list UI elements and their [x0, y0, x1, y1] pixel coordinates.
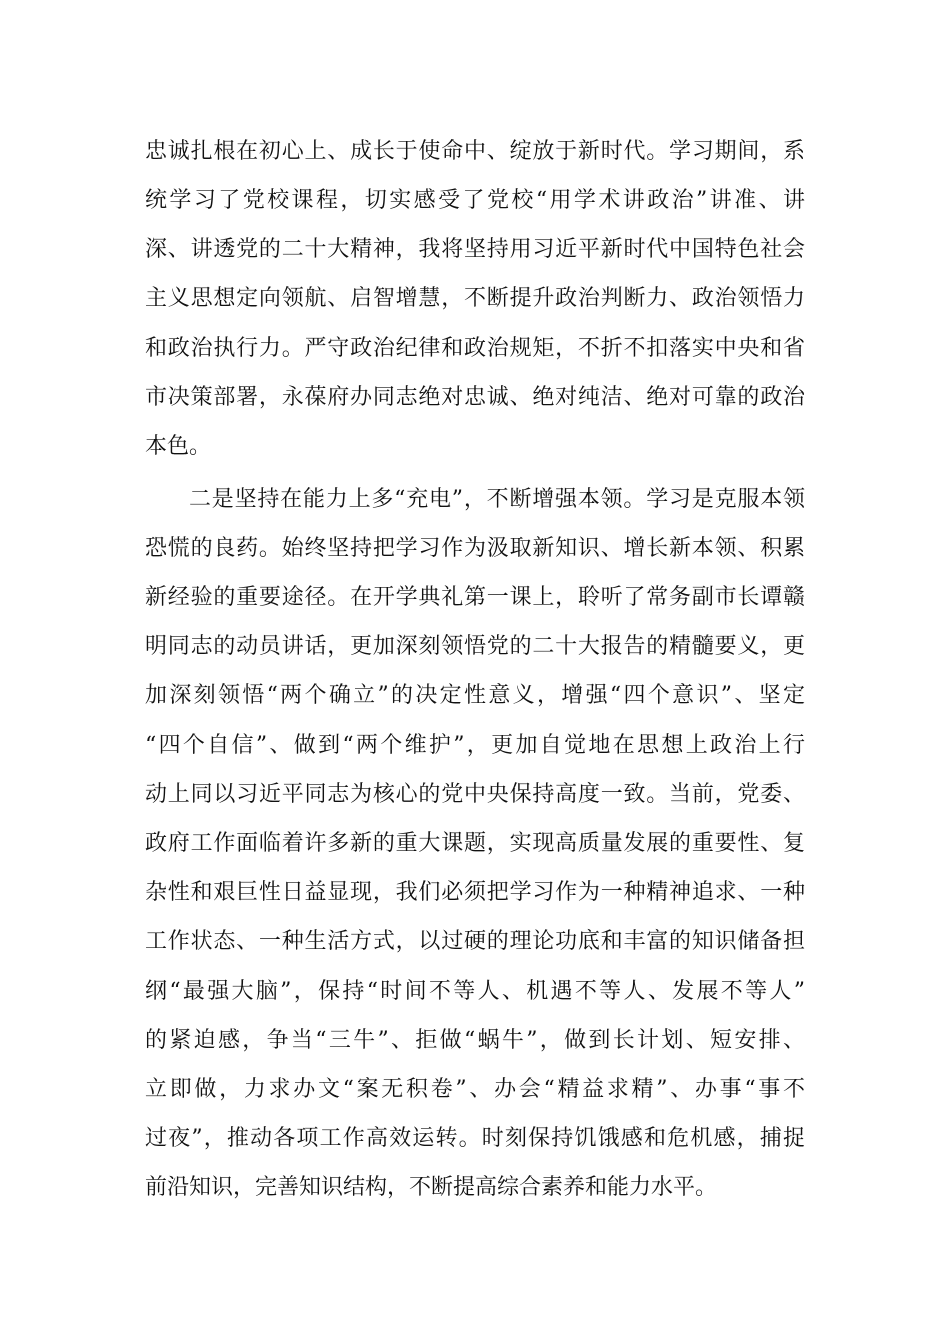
- paragraph-2-line-9: 杂性和艰巨性日益显现，我们必须把学习作为一种精神追求、一种: [145, 880, 805, 905]
- paragraph-2-line-14: 过夜”，推动各项工作高效运转。时刻保持饥饿感和危机感，捕捉: [145, 1126, 805, 1151]
- paragraph-1-line-6: 市决策部署，永葆府办同志绝对忠诚、绝对纯洁、绝对可靠的政治: [145, 385, 805, 410]
- paragraph-2-line-10: 工作状态、一种生活方式，以过硬的理论功底和丰富的知识储备担: [145, 929, 805, 954]
- paragraph-2-line-4: 明同志的动员讲话，更加深刻领悟党的二十大报告的精髓要义，更: [145, 634, 805, 659]
- paragraph-1-line-4: 主义思想定向领航、启智增慧，不断提升政治判断力、政治领悟力: [145, 286, 805, 311]
- paragraph-2-line-8: 政府工作面临着许多新的重大课题，实现高质量发展的重要性、复: [145, 831, 805, 856]
- paragraph-2-line-15: 前沿知识，完善知识结构，不断提高综合素养和能力水平。: [145, 1175, 718, 1200]
- paragraph-2-line-11: 纲“最强大脑”，保持“时间不等人、机遇不等人、发展不等人”: [145, 979, 805, 1004]
- paragraph-1-line-2: 统学习了党校课程，切实感受了党校“用学术讲政治”讲准、讲: [145, 188, 805, 213]
- paragraph-2-line-1: 二是坚持在能力上多“充电”，不断增强本领。学习是克服本领: [189, 487, 805, 512]
- paragraph-1-line-7: 本色。: [145, 434, 212, 459]
- paragraph-1-line-5: 和政治执行力。严守政治纪律和政治规矩，不折不扣落实中央和省: [145, 336, 805, 361]
- paragraph-2-line-6: “四个自信”、做到“两个维护”，更加自觉地在思想上政治上行: [145, 733, 805, 758]
- paragraph-2-line-5: 加深刻领悟“两个确立”的决定性意义，增强“四个意识”、坚定: [145, 683, 805, 708]
- paragraph-2-line-3: 新经验的重要途径。在开学典礼第一课上，聆听了常务副市长谭赣: [145, 585, 805, 610]
- paragraph-2-line-7: 动上同以习近平同志为核心的党中央保持高度一致。当前，党委、: [145, 782, 805, 807]
- paragraph-2-line-12: 的紧迫感，争当“三牛”、拒做“蜗牛”，做到长计划、短安排、: [145, 1028, 805, 1053]
- paragraph-2-line-13: 立即做，力求办文“案无积卷”、办会“精益求精”、办事“事不: [145, 1077, 805, 1102]
- paragraph-1-line-3: 深、讲透党的二十大精神，我将坚持用习近平新时代中国特色社会: [145, 237, 805, 262]
- paragraph-2-line-2: 恐慌的良药。始终坚持把学习作为汲取新知识、增长新本领、积累: [145, 536, 805, 561]
- paragraph-1-line-1: 忠诚扎根在初心上、成长于使命中、绽放于新时代。学习期间，系: [145, 139, 805, 164]
